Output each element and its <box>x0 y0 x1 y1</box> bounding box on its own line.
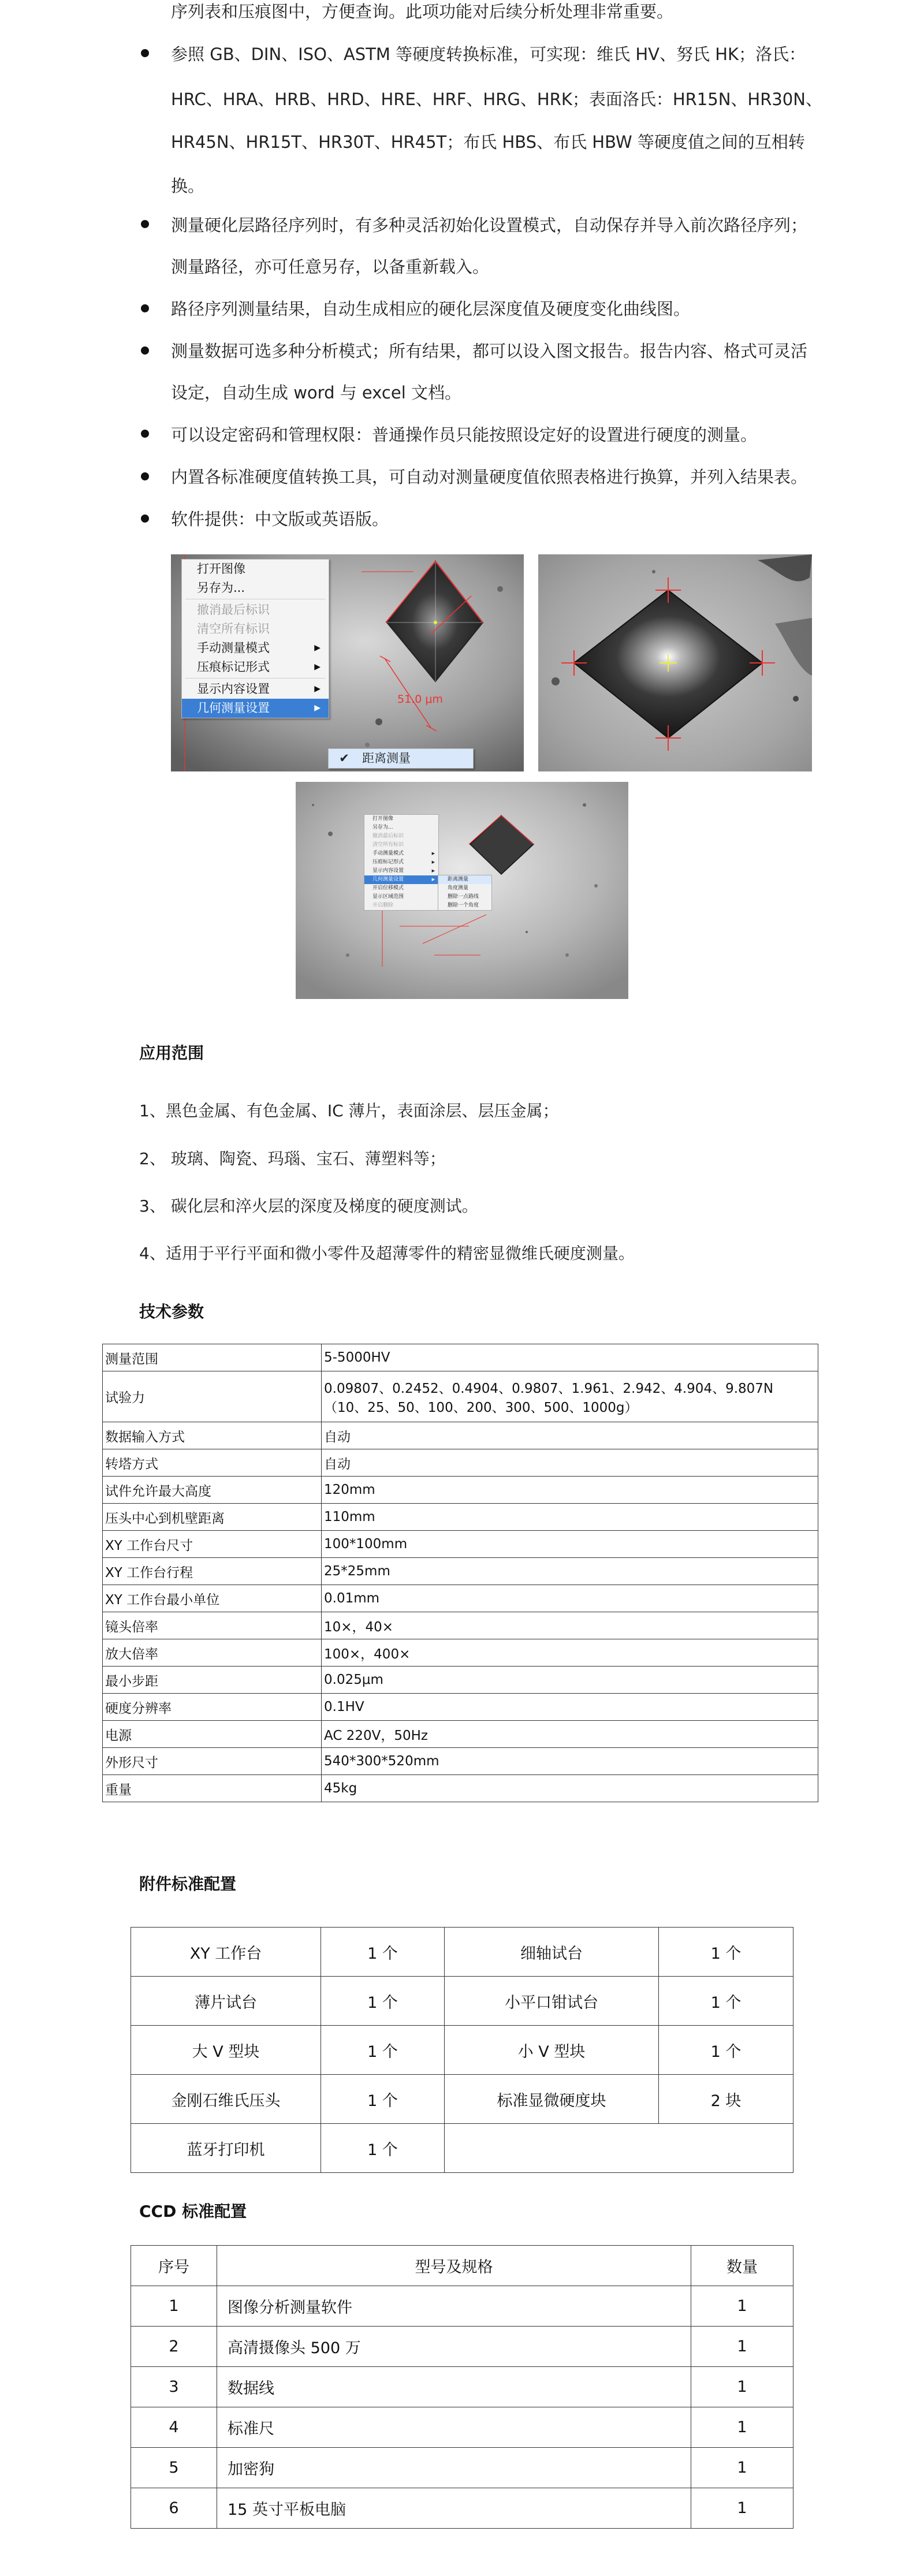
table-cell: 1 个 <box>659 2026 793 2075</box>
table-row <box>103 1449 818 1477</box>
column-header: 数量 <box>691 2246 793 2286</box>
menu-item-undo-last-mark[interactable]: 撤消最后标识 <box>372 833 404 839</box>
table-cell: 1 <box>691 2286 793 2327</box>
table-cell: 2 块 <box>659 2075 793 2124</box>
table-row <box>131 2367 793 2407</box>
application-item: 1、黑色金属、有色金属、IC 薄片，表面涂层、层压金属； <box>139 1101 559 1120</box>
submenu-arrow-icon: ▶ <box>431 868 435 873</box>
table-cell: 1 个 <box>321 2075 445 2124</box>
table-cell: 1 <box>691 2448 793 2488</box>
spec-value: 100×，400× <box>322 1639 818 1667</box>
submenu-item-distance[interactable]: 距离测量 <box>438 875 491 884</box>
table-cell: 1 <box>691 2407 793 2448</box>
bullet-dot <box>141 49 149 57</box>
table-cell: 5 <box>131 2448 217 2488</box>
menu-item-indent-mark-style[interactable]: 压痕标记形式 ▶ <box>182 658 329 677</box>
menu-item-clear-all-marks[interactable]: 清空所有标识 <box>197 622 270 636</box>
menu-item-manual-measure-mode[interactable]: 手动测量模式 ▶ <box>182 639 329 658</box>
geometry-submenu <box>438 875 492 911</box>
submenu-arrow-icon: ▶ <box>431 877 435 882</box>
menu-item-manual-measure-mode[interactable]: 手动测量模式 ▶ <box>364 849 438 858</box>
bullet-dot <box>141 515 149 523</box>
table-row <box>103 1612 818 1639</box>
menu-item-open-image[interactable]: 打开图像 <box>372 816 394 822</box>
spec-value: 0.025μm <box>322 1667 818 1694</box>
table-cell: 数据线 <box>217 2367 691 2407</box>
table-row <box>131 2407 793 2448</box>
table-row <box>131 1928 793 1977</box>
menu-item-undo-last-mark[interactable]: 撤消最后标识 <box>197 603 270 617</box>
table-cell: 大 V 型块 <box>131 2026 321 2075</box>
spec-key: XY 工作台尺寸 <box>103 1531 322 1558</box>
feature-line: 序列表和压痕图中，方便查询。此项功能对后续分析处理非常重要。 <box>171 2 674 21</box>
spec-value: AC 220V，50Hz <box>322 1721 818 1748</box>
table-cell: 标准显微硬度块 <box>445 2075 659 2124</box>
table-header-row <box>131 2246 793 2286</box>
bullet-dot <box>141 220 149 228</box>
table-cell: 小平口钳试台 <box>445 1977 659 2026</box>
spec-value: 45kg <box>322 1775 818 1802</box>
table-cell: 金刚石维氏压头 <box>131 2075 321 2124</box>
spec-key: 镜头倍率 <box>103 1612 322 1639</box>
specs-title: 技术参数 <box>139 1302 204 1321</box>
table-row <box>131 2327 793 2367</box>
table-cell: 1 个 <box>321 2026 445 2075</box>
application-item: 2、 玻璃、陶瓷、玛瑙、宝石、薄塑料等； <box>139 1149 446 1168</box>
menu-item-display-settings[interactable]: 显示内容设置 ▶ <box>364 867 438 875</box>
spec-value: 自动 <box>322 1449 818 1477</box>
spec-value <box>322 1371 818 1422</box>
submenu-item-distance[interactable]: ✔ 距离测量 <box>329 749 473 768</box>
spec-value: 100*100mm <box>322 1531 818 1558</box>
feature-line: 测量路径，亦可任意另存，以备重新载入。 <box>171 257 490 277</box>
indentation-image <box>538 554 812 771</box>
table-cell: 1 <box>691 2367 793 2407</box>
submenu-arrow-icon: ▶ <box>314 684 321 694</box>
bullet-dot <box>141 304 149 312</box>
table-cell: 细轴试台 <box>445 1928 659 1977</box>
table-row <box>131 2286 793 2327</box>
table-row <box>103 1344 818 1371</box>
table-cell: 1 <box>131 2286 217 2327</box>
spec-value: 120mm <box>322 1477 818 1504</box>
spec-key: 电源 <box>103 1721 322 1748</box>
table-row <box>103 1504 818 1531</box>
table-cell: 1 个 <box>321 1977 445 2026</box>
bullet-dot <box>141 346 149 355</box>
feature-line: 参照 GB、DIN、ISO、ASTM 等硬度转换标准，可实现：维氏 HV、努氏 HK；洛氏： <box>171 44 806 64</box>
table-row <box>103 1477 818 1504</box>
checkmark-icon: ✔ <box>339 751 349 765</box>
menu-item-show-region[interactable]: 显示区域范围 <box>372 894 404 900</box>
ccd-title: CCD 标准配置 <box>139 2202 247 2221</box>
spec-key: 重量 <box>103 1775 322 1802</box>
spec-key: 转塔方式 <box>103 1449 322 1477</box>
feature-line: 测量数据可选多种分析模式；所有结果，都可以设入图文报告。报告内容、格式可灵活 <box>171 341 808 361</box>
spec-value: 0.01mm <box>322 1585 818 1612</box>
feature-line: 测量硬化层路径序列时，有多种灵活初始化设置模式，自动保存并导入前次路径序列； <box>171 215 808 235</box>
table-row <box>103 1531 818 1558</box>
context-menu <box>181 559 329 718</box>
table-cell: 标准尺 <box>217 2407 691 2448</box>
geometry-submenu <box>328 748 474 769</box>
spec-value: 540*300*520mm <box>322 1748 818 1775</box>
menu-item-pan-mode[interactable]: 开启位移模式 <box>372 885 404 891</box>
specs-table <box>102 1344 818 1802</box>
table-row <box>103 1585 818 1612</box>
spec-key: 测量范围 <box>103 1344 322 1371</box>
table-row <box>131 2075 793 2124</box>
submenu-item-delete-line[interactable]: 删除一点路线 <box>448 894 479 900</box>
table-row <box>131 2448 793 2488</box>
menu-item-save-as[interactable]: 另存为... <box>372 825 393 830</box>
menu-item-clear-all-marks[interactable]: 清空所有标识 <box>372 842 404 848</box>
feature-line: 换。 <box>171 176 205 196</box>
table-cell: 1 个 <box>321 2124 445 2173</box>
table-row <box>131 2488 793 2529</box>
table-cell: 3 <box>131 2367 217 2407</box>
ccd-table <box>131 2245 793 2529</box>
table-row <box>103 1775 818 1802</box>
table-row <box>131 2124 793 2173</box>
spec-key: XY 工作台行程 <box>103 1558 322 1585</box>
table-row <box>103 1748 818 1775</box>
spec-value: 自动 <box>322 1422 818 1449</box>
menu-item-open-image[interactable]: 打开图像 <box>197 562 245 576</box>
spec-key: 数据输入方式 <box>103 1422 322 1449</box>
submenu-arrow-icon: ▶ <box>314 643 321 653</box>
spec-key: 硬度分辨率 <box>103 1694 322 1721</box>
table-row <box>103 1422 818 1449</box>
table-cell: XY 工作台 <box>131 1928 321 1977</box>
spec-value-line: （10、25、50、100、200、300、500、1000g） <box>324 1400 638 1415</box>
spec-key: XY 工作台最小单位 <box>103 1585 322 1612</box>
bullet-dot <box>141 472 149 480</box>
spec-value: 5-5000HV <box>322 1344 818 1371</box>
submenu-arrow-icon: ▶ <box>314 662 321 672</box>
table-cell: 1 <box>691 2327 793 2367</box>
software-screenshot-menu <box>171 554 524 771</box>
column-header: 序号 <box>131 2246 217 2286</box>
table-cell: 图像分析测量软件 <box>217 2286 691 2327</box>
spec-value: 25*25mm <box>322 1558 818 1585</box>
submenu-arrow-icon: ▶ <box>431 860 435 864</box>
application-title: 应用范围 <box>139 1043 204 1063</box>
table-row <box>131 2026 793 2075</box>
table-row <box>103 1371 818 1422</box>
application-item: 3、 碳化层和淬火层的深度及梯度的硬度测试。 <box>139 1196 478 1216</box>
menu-item-indent-mark-style[interactable]: 压痕标记形式 ▶ <box>364 858 438 867</box>
spec-value: 110mm <box>322 1504 818 1531</box>
table-cell: 15 英寸平板电脑 <box>217 2488 691 2529</box>
feature-line: 可以设定密码和管理权限：普通操作员只能按照设定好的设置进行硬度的测量。 <box>171 425 758 445</box>
accessories-table <box>131 1927 793 2173</box>
feature-line: 设定，自动生成 word 与 excel 文档。 <box>171 383 461 402</box>
table-cell: 薄片试台 <box>131 1977 321 2026</box>
spec-key: 试件允许最大高度 <box>103 1477 322 1504</box>
table-cell: 1 个 <box>659 1977 793 2026</box>
column-header: 型号及规格 <box>217 2246 691 2286</box>
table-cell: 加密狗 <box>217 2448 691 2488</box>
submenu-arrow-icon: ▶ <box>431 851 435 856</box>
spec-value-line: 0.09807、0.2452、0.4904、0.9807、1.961、2.942、4.904、9.807N <box>324 1381 774 1396</box>
menu-item-geometry-settings[interactable]: 几何测量设置 ▶ <box>182 699 329 718</box>
table-cell: 4 <box>131 2407 217 2448</box>
table-cell: 蓝牙打印机 <box>131 2124 321 2173</box>
menu-separator <box>185 678 325 679</box>
menu-item-geometry-settings[interactable]: 几何测量设置 ▶ <box>364 875 438 884</box>
table-cell: 1 <box>691 2488 793 2529</box>
indentation-photo <box>538 554 812 771</box>
table-row <box>103 1639 818 1667</box>
context-menu <box>364 814 439 911</box>
spec-key: 压头中心到机壁距离 <box>103 1504 322 1531</box>
table-cell: 小 V 型块 <box>445 2026 659 2075</box>
table-row <box>103 1558 818 1585</box>
table-cell: 高清摄像头 500 万 <box>217 2327 691 2367</box>
feature-line: 软件提供：中文版或英语版。 <box>171 509 389 529</box>
table-row <box>103 1694 818 1721</box>
feature-line: 内置各标准硬度值转换工具，可自动对测量硬度值依照表格进行换算，并列入结果表。 <box>171 467 808 487</box>
menu-item-display-settings[interactable]: 显示内容设置 ▶ <box>182 680 329 699</box>
submenu-item-angle[interactable]: 角度测量 <box>448 885 469 891</box>
feature-line: 路径序列测量结果，自动生成相应的硬化层深度值及硬度变化曲线图。 <box>171 299 691 319</box>
submenu-item-delete-angle[interactable]: 删除一个角度 <box>448 903 479 908</box>
table-row <box>103 1721 818 1748</box>
spec-key: 放大倍率 <box>103 1639 322 1667</box>
spec-key: 试验力 <box>103 1371 322 1422</box>
measure-label: 51.0 μm <box>397 693 443 706</box>
table-row <box>103 1667 818 1694</box>
spec-value: 10×，40× <box>322 1612 818 1639</box>
accessories-title: 附件标准配置 <box>139 1874 237 1893</box>
table-cell: 6 <box>131 2488 217 2529</box>
table-cell: 2 <box>131 2327 217 2367</box>
table-row <box>131 1977 793 2026</box>
menu-item-enable-delete[interactable]: 开启删除 <box>372 903 394 908</box>
feature-line: HRC、HRA、HRB、HRD、HRE、HRF、HRG、HRK；表面洛氏：HR15N、HR30N、 <box>171 90 822 109</box>
spec-key: 最小步距 <box>103 1667 322 1694</box>
software-screenshot-full <box>296 782 628 999</box>
application-item: 4、适用于平行平面和微小零件及超薄零件的精密显微维氏硬度测量。 <box>139 1244 635 1263</box>
feature-line: HR45N、HR15T、HR30T、HR45T；布氏 HBS、布氏 HBW 等硬度值之间的互相转 <box>171 132 805 152</box>
table-cell <box>445 2124 793 2173</box>
spec-key: 外形尺寸 <box>103 1748 322 1775</box>
menu-item-save-as[interactable]: 另存为... <box>197 581 245 595</box>
bullet-dot <box>141 430 149 438</box>
table-cell: 1 个 <box>659 1928 793 1977</box>
submenu-arrow-icon: ▶ <box>314 703 321 713</box>
table-cell: 1 个 <box>321 1928 445 1977</box>
spec-value: 0.1HV <box>322 1694 818 1721</box>
